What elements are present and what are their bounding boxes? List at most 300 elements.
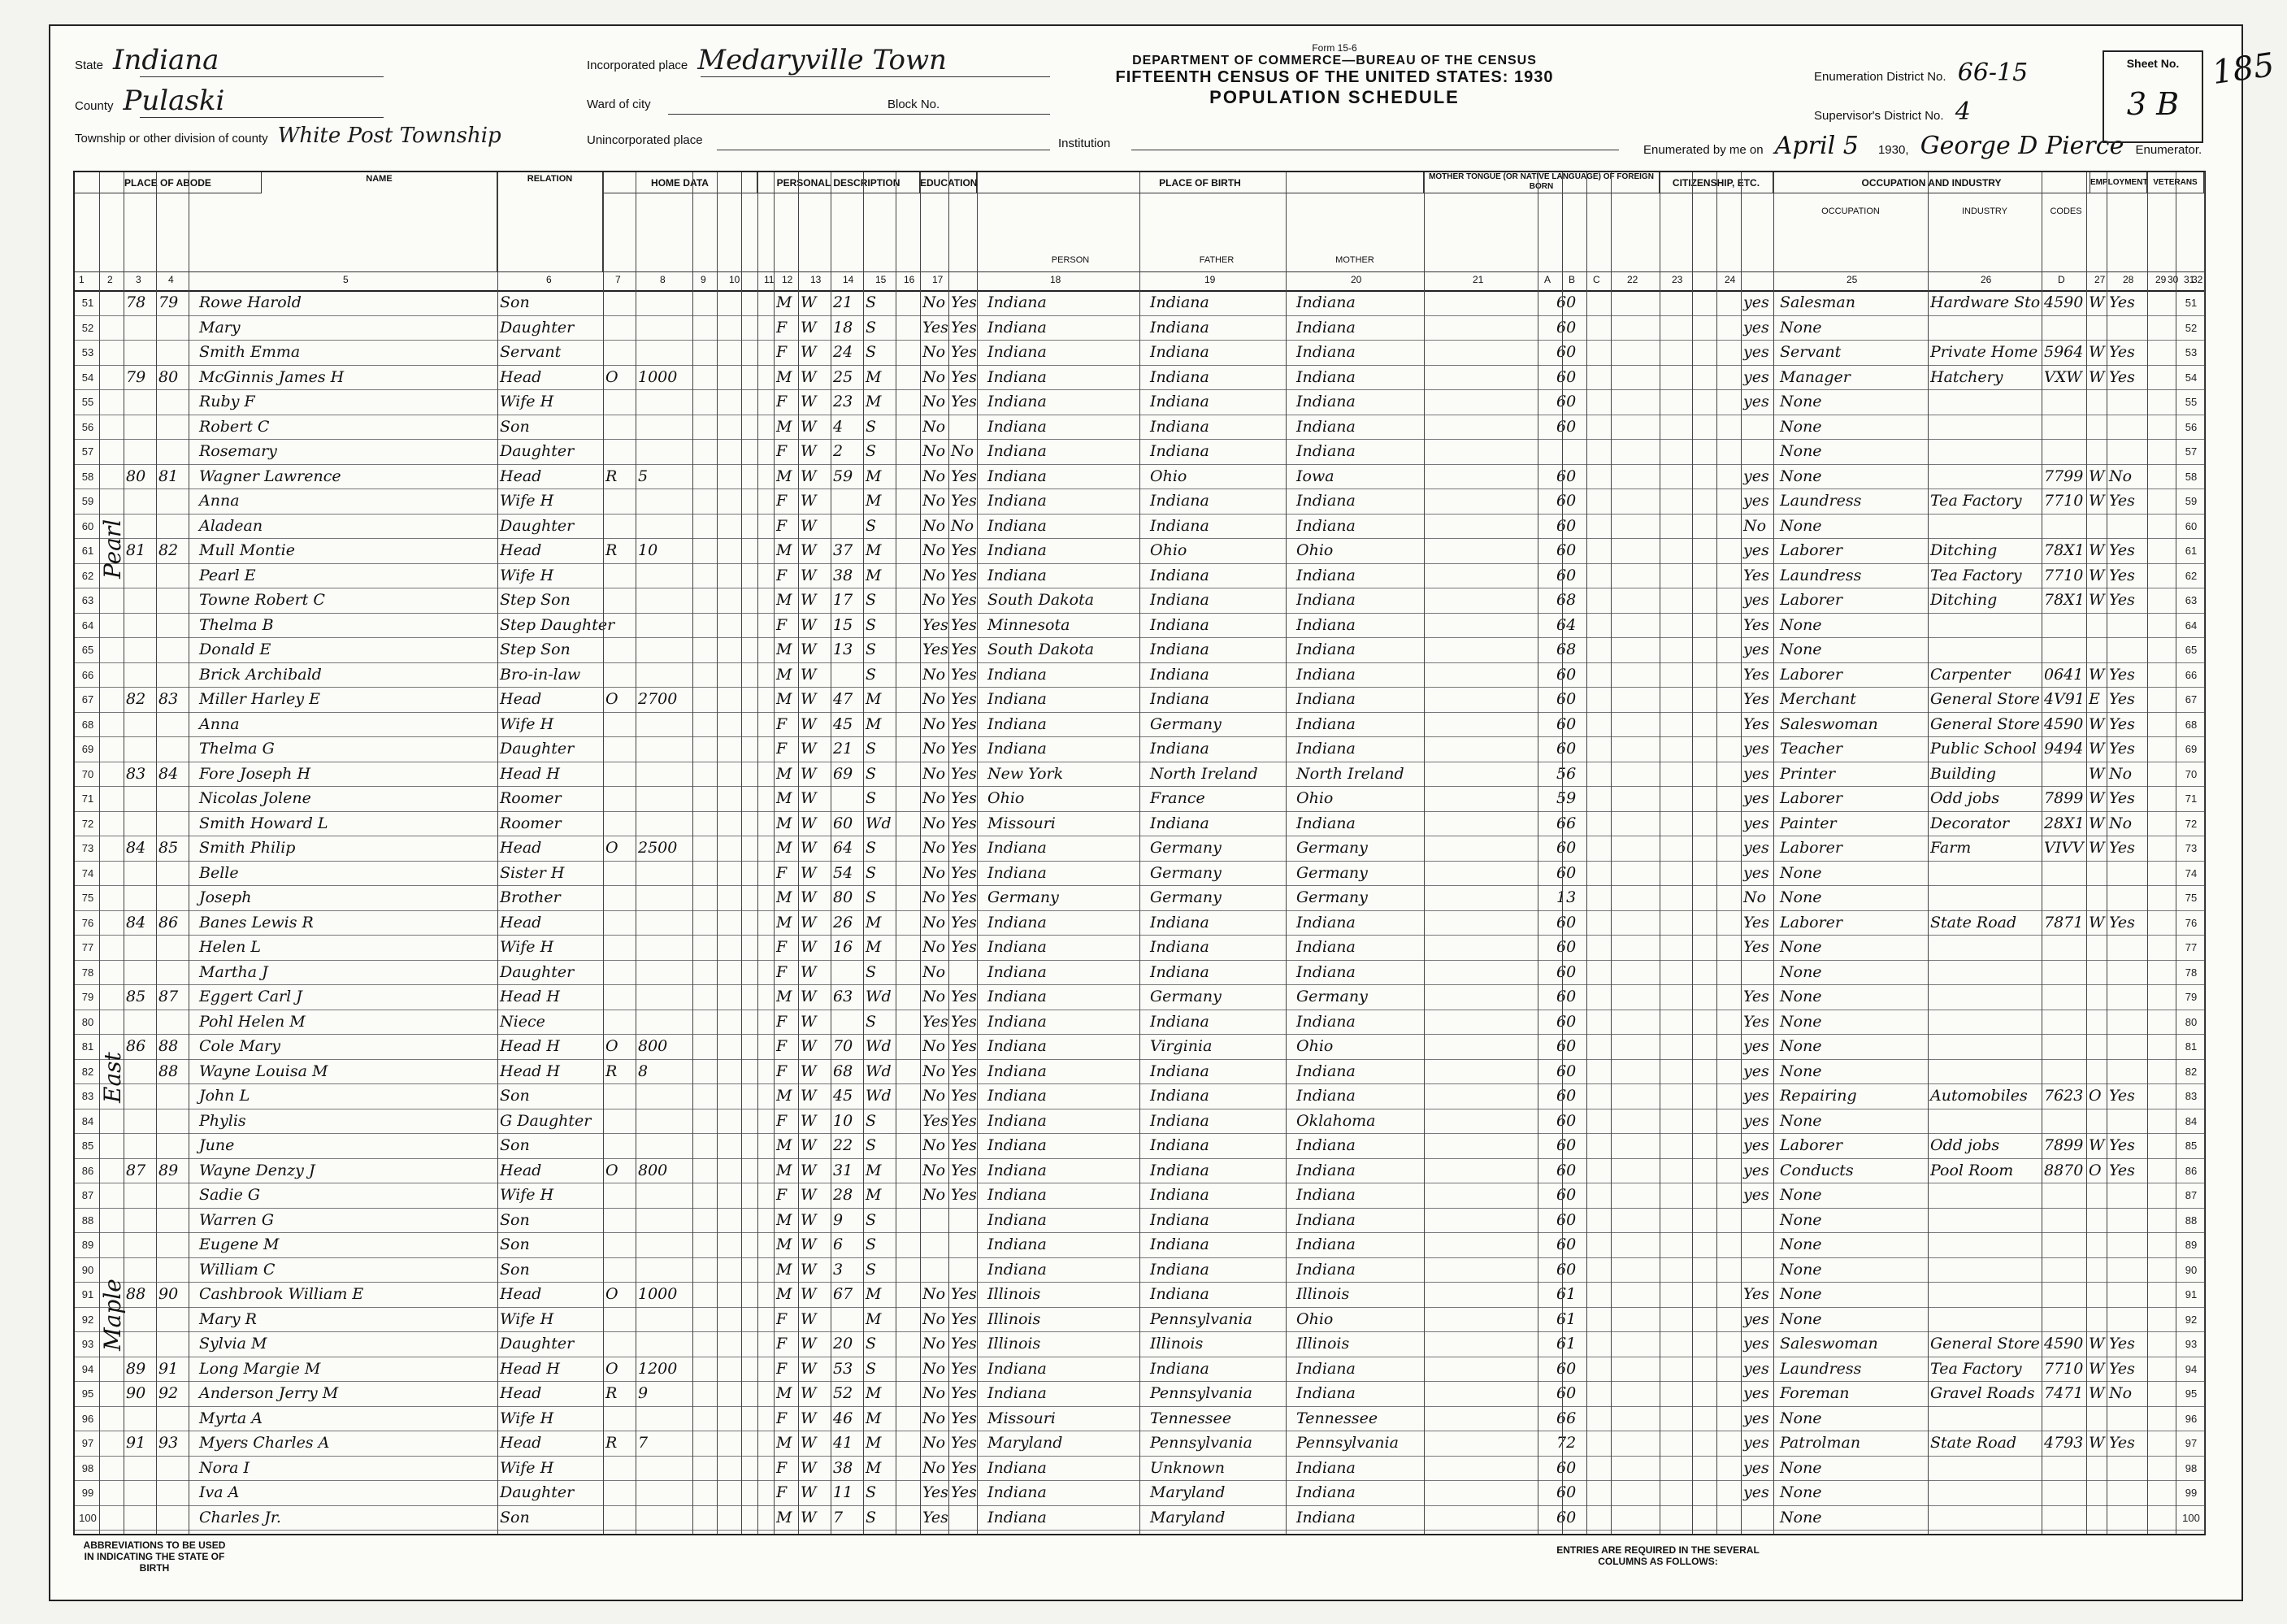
cell-read: Yes (951, 492, 977, 510)
street-name: Maple (99, 1279, 126, 1351)
cell-ln: 96 (81, 1412, 94, 1425)
cell-dw (126, 614, 155, 638)
cell-race: W (801, 1111, 817, 1130)
cell-rel: Son (500, 1508, 530, 1526)
cell-fam (158, 564, 188, 588)
cell-sex: M (776, 467, 792, 485)
cell-code: 60 (1556, 318, 1577, 337)
cell-occ: None (1780, 1409, 1822, 1427)
cell-line-number-right: 57 (2185, 445, 2198, 458)
cell-ln: 94 (81, 1362, 94, 1375)
cell-dw (126, 1183, 155, 1208)
cell-val (638, 936, 692, 960)
cell-line-number-right: 100 (2182, 1511, 2200, 1524)
cell-name: Sylvia M (199, 1335, 267, 1353)
cell-fam (158, 415, 188, 440)
state-line (75, 44, 219, 76)
cell-sch: No (922, 1136, 946, 1154)
cell-dw: 85 (126, 988, 146, 1005)
cell-age: 28 (833, 1186, 853, 1204)
cell-bm: Indiana (1296, 938, 1356, 956)
cell-age (833, 515, 862, 539)
cell-line-number-right: 93 (2185, 1338, 2198, 1350)
head-person: PERSON (1051, 255, 1090, 265)
cell-bf: Indiana (1150, 393, 1209, 410)
cell-line-number-right: 96 (2185, 1412, 2198, 1425)
cell-rel: Wife H (500, 1409, 554, 1427)
cell-ln: 79 (81, 991, 94, 1003)
cell-bp: Illinois (987, 1285, 1041, 1303)
cell-race: W (801, 1161, 817, 1179)
cell-bm: Indiana (1296, 566, 1356, 584)
sheet-number-value: 3 B (2126, 86, 2180, 122)
cell-mar: M (866, 393, 882, 410)
cell-ln: 62 (81, 569, 94, 582)
cell-emp (2109, 1035, 2146, 1059)
cell-occ: Saleswoman (1780, 714, 1878, 733)
cell-occ: Saleswoman (1780, 1335, 1878, 1353)
cell-dw (126, 936, 155, 960)
cell-fam (158, 638, 188, 662)
cell-bp: Ohio (987, 789, 1025, 807)
column-rule (1286, 172, 1287, 1534)
cell-eng: yes (1743, 1359, 1769, 1378)
cell-race: W (801, 1012, 817, 1031)
cell-occ: None (1780, 1309, 1822, 1328)
cell-line-number-right: 81 (2185, 1040, 2198, 1053)
cell-cw (2089, 515, 2106, 539)
cell-fam: 79 (158, 293, 179, 311)
group-place-of-abode: PLACE OF ABODE (75, 172, 262, 193)
cell-mar: M (866, 1161, 882, 1179)
cell-bf: Indiana (1150, 938, 1209, 956)
cell-line-number-right: 51 (2185, 297, 2198, 309)
group-mother-tongue: MOTHER TONGUE (OR NATIVE LANGUAGE) OF FOREIGN BORN (1424, 172, 1660, 193)
county-label: County (75, 99, 114, 113)
cell-age: 46 (833, 1409, 853, 1427)
cell-name: Nora I (199, 1458, 250, 1477)
cell-ln: 76 (81, 916, 94, 929)
cell-occ: None (1780, 1483, 1822, 1501)
cell-sch: No (922, 343, 946, 361)
cell-own (605, 440, 635, 464)
cell-line-number-right: 56 (2185, 420, 2198, 433)
cell-fam: 83 (158, 690, 179, 708)
head-mother: MOTHER (1335, 255, 1374, 265)
street-name: East (99, 1052, 126, 1103)
cell-mar: M (866, 541, 882, 559)
cell-sex: F (776, 1409, 788, 1427)
cell-line-number-right: 62 (2185, 569, 2198, 582)
cell-ln: 72 (81, 817, 94, 830)
cell-ln: 73 (81, 842, 94, 854)
cell-sch: No (922, 1335, 946, 1353)
cell-oc (2044, 415, 2085, 440)
cell-fam (158, 1109, 188, 1134)
cell-age (833, 489, 862, 514)
cell-age: 45 (833, 1087, 853, 1105)
cell-ind (1930, 1481, 2041, 1505)
cell-fam (158, 614, 188, 638)
column-rule (948, 172, 949, 1534)
cell-own (605, 812, 635, 836)
cell-dw (126, 663, 155, 688)
cell-line-number-right: 99 (2185, 1487, 2198, 1499)
instructions-footer (73, 1536, 2202, 1593)
block-label: Block No. (887, 98, 940, 111)
cell-line-number-right: 94 (2185, 1362, 2198, 1375)
column-number: 17 (932, 274, 944, 285)
cell-dw (126, 713, 155, 737)
cell-cw: W (2089, 814, 2105, 832)
cell-ind: General Store (1930, 690, 2040, 708)
cell-sex: F (776, 1359, 788, 1378)
cell-ln: 71 (81, 792, 94, 805)
cell-race: W (801, 1434, 817, 1452)
cell-dw (126, 1457, 155, 1481)
cell-mar: Wd (866, 814, 892, 832)
cell-line-number-right: 69 (2185, 743, 2198, 755)
cell-race: W (801, 467, 817, 485)
cell-code: 66 (1556, 814, 1577, 832)
cell-bp: Indiana (987, 442, 1047, 460)
cell-dw: 87 (126, 1161, 146, 1179)
cell-sex: F (776, 492, 788, 510)
cell-val (638, 588, 692, 613)
cell-bm: Indiana (1296, 343, 1356, 361)
cell-dw (126, 1308, 155, 1332)
cell-line-number-right: 65 (2185, 644, 2198, 656)
cell-sex: F (776, 863, 788, 882)
cell-read: Yes (951, 1087, 977, 1105)
cell-oc: 7710 (2044, 492, 2084, 510)
cell-sch: No (922, 566, 946, 584)
cell-emp (2109, 961, 2146, 985)
cell-read: Yes (951, 1111, 977, 1130)
cell-val (638, 1183, 692, 1208)
group-employment: EMPLOYMENT (2090, 172, 2147, 193)
cell-own (605, 489, 635, 514)
cell-line-number-right: 66 (2185, 668, 2198, 681)
cell-fam: 90 (158, 1285, 179, 1303)
cell-emp: Yes (2109, 740, 2135, 758)
head-occupation: OCCUPATION (1821, 206, 1880, 216)
cell-mar: S (866, 442, 877, 460)
cell-fam (158, 1209, 188, 1233)
cell-age: 37 (833, 541, 853, 559)
cell-occ: None (1780, 442, 1822, 460)
cell-ind (1930, 440, 2041, 464)
cell-rel: Head H (500, 1359, 560, 1378)
cell-sch: No (922, 888, 946, 906)
cell-bm: Tennessee (1296, 1409, 1378, 1427)
cell-ln: 67 (81, 693, 94, 706)
cell-bm: Indiana (1296, 1186, 1356, 1204)
cell-sex: M (776, 1136, 792, 1154)
cell-ln: 60 (81, 519, 94, 532)
column-number: 14 (843, 274, 854, 285)
cell-race: W (801, 393, 817, 410)
cell-val: 7 (638, 1434, 649, 1452)
cell-age: 13 (833, 640, 853, 658)
cell-sch: No (922, 863, 946, 882)
cell-bf: Indiana (1150, 640, 1209, 658)
cell-name: Phylis (199, 1111, 246, 1130)
cell-fam (158, 1457, 188, 1481)
cell-mar: S (866, 1210, 877, 1229)
cell-bf: Indiana (1150, 343, 1209, 361)
cell-race: W (801, 442, 817, 460)
cell-fam (158, 440, 188, 464)
cell-oc (2044, 1010, 2085, 1035)
cell-dw (126, 588, 155, 613)
cell-occ: Laborer (1780, 541, 1842, 559)
cell-ind: Automobiles (1930, 1087, 2028, 1105)
cell-emp: Yes (2109, 913, 2135, 931)
cell-name: Towne Robert C (199, 591, 325, 609)
cell-read: Yes (951, 467, 977, 485)
cell-cw (2089, 316, 2106, 341)
cell-cw: W (2089, 740, 2105, 758)
cell-val (638, 1407, 692, 1431)
cell-mar: M (866, 1434, 882, 1452)
cell-rel: Daughter (500, 1483, 575, 1501)
column-rule (2086, 172, 2087, 1534)
cell-ln: 93 (81, 1338, 94, 1350)
cell-code: 60 (1556, 367, 1577, 386)
cell-oc: VIVV (2044, 839, 2084, 857)
cell-mar: S (866, 1508, 877, 1526)
cell-code: 60 (1556, 1483, 1577, 1501)
cell-own: R (605, 1384, 618, 1402)
cell-eng: yes (1743, 839, 1769, 857)
cell-sex: M (776, 789, 792, 807)
cell-occ: None (1780, 888, 1822, 906)
cell-fam (158, 1010, 188, 1035)
cell-race: W (801, 1335, 817, 1353)
cell-cw: W (2089, 1359, 2105, 1378)
cell-line-number-right: 60 (2185, 519, 2198, 532)
cell-emp: Yes (2109, 1161, 2135, 1179)
cell-cw: W (2089, 913, 2105, 931)
cell-val (638, 489, 692, 514)
cell-name: Mary (199, 318, 241, 337)
cell-rel: Daughter (500, 442, 575, 460)
cell-emp: Yes (2109, 591, 2135, 609)
cell-ind: Tea Factory (1930, 1359, 2022, 1378)
cell-bp: Indiana (987, 1037, 1047, 1055)
cell-occ: None (1780, 1285, 1822, 1303)
cell-bp: Indiana (987, 1161, 1047, 1179)
cell-cw (2089, 1457, 2106, 1481)
cell-ind (1930, 415, 2041, 440)
cell-fam (158, 737, 188, 762)
cell-sch: No (922, 1409, 946, 1427)
cell-bf: Ohio (1150, 541, 1187, 559)
cell-ln: 90 (81, 1263, 94, 1276)
cell-cw: W (2089, 714, 2105, 733)
cell-bf: Indiana (1150, 1012, 1209, 1031)
cell-occ: None (1780, 1062, 1822, 1080)
cell-line-number-right: 67 (2185, 693, 2198, 706)
cell-code: 60 (1556, 1012, 1577, 1031)
cell-rel: Wife H (500, 714, 554, 733)
cell-eng: yes (1743, 1087, 1769, 1105)
cell-bp: Indiana (987, 566, 1047, 584)
cell-rel: Roomer (500, 814, 562, 832)
cell-ind: Tea Factory (1930, 566, 2022, 584)
cell-sch: No (922, 789, 946, 807)
cell-rel: Son (500, 1235, 530, 1253)
cell-age (833, 787, 862, 811)
cell-sex: F (776, 1186, 788, 1204)
cell-cw: W (2089, 591, 2105, 609)
cell-mar: S (866, 888, 877, 906)
cell-sex: M (776, 1235, 792, 1253)
cell-val (638, 985, 692, 1010)
head-father: FATHER (1199, 255, 1235, 265)
cell-eng: yes (1743, 492, 1769, 510)
cell-val (638, 341, 692, 365)
cell-val (638, 291, 692, 315)
cell-age: 3 (833, 1260, 844, 1279)
cell-bp: Indiana (987, 318, 1047, 337)
cell-bf: Germany (1150, 888, 1222, 906)
cell-line-number-right: 95 (2185, 1387, 2198, 1400)
cell-ind (1930, 390, 2041, 415)
cell-oc: 7899 (2044, 1136, 2084, 1154)
column-number: 27 (2094, 274, 2106, 285)
cell-read: Yes (951, 1012, 977, 1031)
cell-eng: yes (1743, 1161, 1769, 1179)
cell-bf: Illinois (1150, 1335, 1204, 1353)
cell-age: 24 (833, 343, 853, 361)
cell-own (605, 911, 635, 936)
column-rule (863, 172, 864, 1534)
cell-age: 25 (833, 367, 853, 386)
cell-val (638, 614, 692, 638)
cell-name: Helen L (199, 938, 262, 956)
cell-ind (1930, 1407, 2041, 1431)
cell-read (951, 415, 980, 440)
cell-rel: Daughter (500, 516, 575, 535)
cell-age: 31 (833, 1161, 853, 1179)
cell-sex: F (776, 318, 788, 337)
cell-eng: Yes (1743, 566, 1769, 584)
cell-occ: Laborer (1780, 913, 1842, 931)
cell-age: 64 (833, 839, 853, 857)
cell-ind: State Road (1930, 1434, 2017, 1452)
cell-sch: No (922, 839, 946, 857)
cell-dw (126, 1332, 155, 1357)
cell-own (605, 737, 635, 762)
cell-own (605, 341, 635, 365)
column-rule (2204, 172, 2205, 1534)
cell-emp: No (2109, 1384, 2133, 1402)
cell-ln: 98 (81, 1461, 94, 1474)
cell-line-number-right: 76 (2185, 916, 2198, 929)
cell-age: 69 (833, 764, 853, 783)
cell-ln: 64 (81, 619, 94, 632)
cell-name: Anna (199, 714, 240, 733)
cell-ind (1930, 1109, 2041, 1134)
unincorporated-line (587, 133, 703, 148)
cell-rel: G Daughter (500, 1111, 592, 1130)
cell-ind: Pool Room (1930, 1161, 2014, 1179)
cell-emp (2109, 1506, 2146, 1531)
cell-sch: Yes (922, 640, 948, 658)
cell-line-number-right: 98 (2185, 1461, 2198, 1474)
cell-occ: None (1780, 640, 1822, 658)
column-rule (757, 172, 758, 1534)
cell-line-number-right: 71 (2185, 792, 2198, 805)
cell-emp (2109, 515, 2146, 539)
cell-eng (1743, 1506, 1773, 1531)
cell-code: 60 (1556, 393, 1577, 410)
cell-race: W (801, 615, 817, 634)
cell-cw: W (2089, 566, 2105, 584)
cell-dw: 81 (126, 541, 146, 559)
cell-emp (2109, 1209, 2146, 1233)
cell-ind: Hardware Sto (1930, 293, 2041, 311)
cell-occ: Foreman (1780, 1384, 1850, 1402)
cell-sex: F (776, 1335, 788, 1353)
cell-eng (1743, 1258, 1773, 1283)
cell-eng: yes (1743, 863, 1769, 882)
cell-own (605, 1258, 635, 1283)
cell-line-number-right: 97 (2185, 1437, 2198, 1449)
cell-bp: Indiana (987, 839, 1047, 857)
cell-name: Fore Joseph H (199, 764, 311, 783)
cell-emp: Yes (2109, 541, 2135, 559)
cell-race: W (801, 764, 817, 783)
cell-own: O (605, 1161, 618, 1179)
cell-ind: Public School (1930, 740, 2037, 758)
cell-fam (158, 1134, 188, 1158)
cell-fam (158, 489, 188, 514)
cell-mar: M (866, 1285, 882, 1303)
cell-rel: Niece (500, 1012, 545, 1031)
cell-sch: No (922, 690, 946, 708)
column-rule (1928, 172, 1929, 1534)
cell-age: 7 (833, 1508, 844, 1526)
column-number: A (1544, 274, 1551, 285)
cell-bf: Indiana (1150, 1210, 1209, 1229)
cell-code: 60 (1556, 467, 1577, 485)
cell-read: Yes (951, 293, 977, 311)
cell-eng: yes (1743, 1409, 1769, 1427)
cell-cw (2089, 1010, 2106, 1035)
cell-oc: 9494 (2044, 740, 2084, 758)
cell-read: Yes (951, 640, 977, 658)
cell-code: 60 (1556, 516, 1577, 535)
cell-read (951, 1209, 980, 1233)
cell-rel: Son (500, 293, 530, 311)
title-block (1107, 42, 1562, 108)
cell-code: 60 (1556, 1087, 1577, 1105)
column-rule (497, 172, 498, 1534)
cell-race: W (801, 740, 817, 758)
cell-eng: yes (1743, 764, 1769, 783)
cell-sch: No (922, 492, 946, 510)
cell-bf: Unknown (1150, 1458, 1225, 1477)
cell-read: Yes (951, 541, 977, 559)
cell-ind (1930, 1060, 2041, 1084)
cell-cw: W (2089, 293, 2105, 311)
cell-mar: S (866, 962, 877, 981)
column-number: 15 (875, 274, 887, 285)
column-number: D (2058, 274, 2065, 285)
